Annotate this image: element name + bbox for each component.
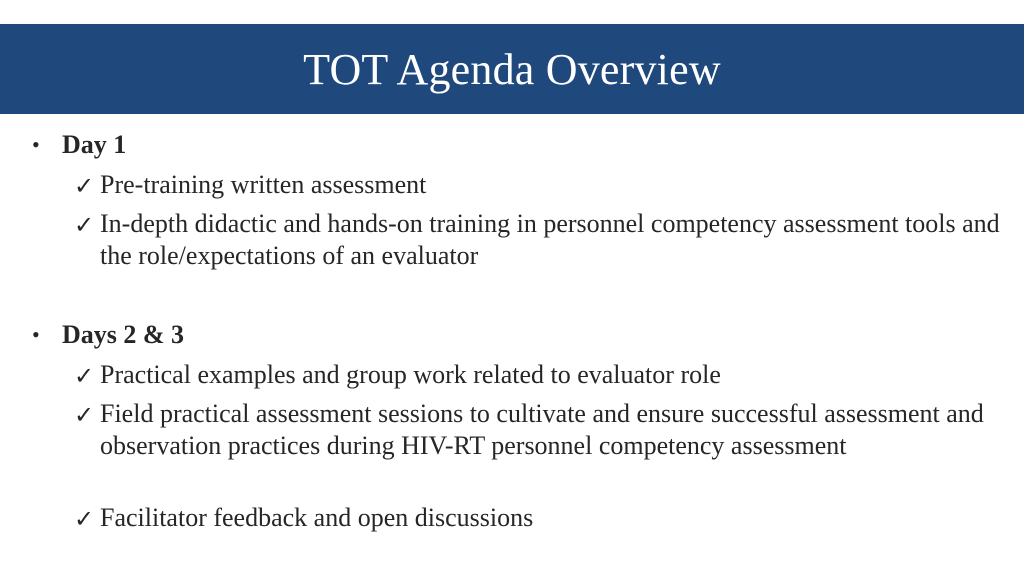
checkmark-icon: ✓ bbox=[74, 172, 95, 200]
slide-title: TOT Agenda Overview bbox=[303, 44, 721, 94]
checkmark-icon: ✓ bbox=[74, 505, 95, 533]
checkmark-icon: ✓ bbox=[74, 401, 95, 429]
checkmark-icon: ✓ bbox=[74, 211, 95, 239]
bullet-dot-icon: • bbox=[32, 132, 40, 157]
agenda-item: Pre-training written assessment bbox=[100, 170, 427, 199]
agenda-item: In-depth didactic and hands-on training in personnel competency assessment tools and the role/expectations of an evaluator bbox=[100, 209, 1000, 270]
section-heading: Days 2 & 3 bbox=[62, 320, 185, 349]
agenda-item: Facilitator feedback and open discussions bbox=[100, 503, 534, 532]
section-heading: Day 1 bbox=[62, 130, 127, 159]
checkmark-icon: ✓ bbox=[74, 362, 95, 390]
agenda-item: Practical examples and group work related to evaluator role bbox=[100, 360, 721, 389]
bullet-dot-icon: • bbox=[32, 322, 40, 347]
agenda-item: Field practical assessment sessions to cultivate and ensure successful assessment and observation practices during HIV-RT personnel competency assessment bbox=[100, 399, 984, 460]
